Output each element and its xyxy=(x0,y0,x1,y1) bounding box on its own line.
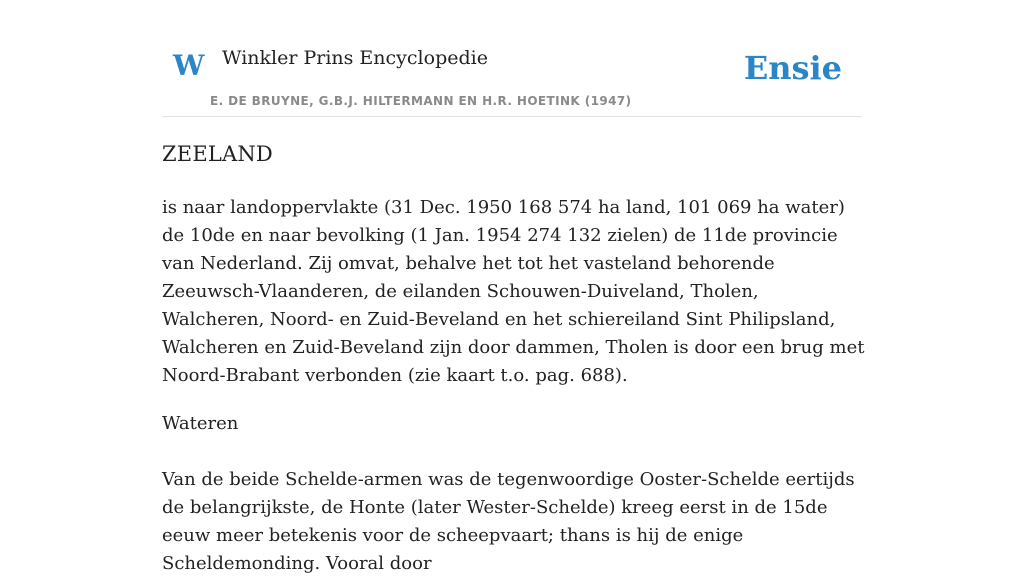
article-body xyxy=(162,138,866,578)
source-authors: E. DE BRUYNE, G.B.J. HILTERMANN EN H.R. HOETINK (1947) xyxy=(210,94,632,108)
source-title-link[interactable]: Winkler Prins Encyclopedie xyxy=(222,47,488,69)
section-heading: Wateren xyxy=(162,413,239,434)
source-header xyxy=(162,0,862,117)
winkler-prins-logo[interactable]: W xyxy=(173,49,205,82)
article-paragraph: is naar landoppervlakte (31 Dec. 1950 168 574 ha land, 101 069 ha water) de 10de en naar bevolking (1 Jan. 1954 274 132 zielen) de 11de provincie van Nederland. Zij omvat, behalve het tot het vasteland behorende Zeeuwsch-Vlaanderen, de eilanden Schouwen-Duiveland, Tholen, Walcheren, Noord- en Zuid-Beveland en het schiereiland Sint Philipsland, Walcheren en Zuid-Beveland zijn door dammen, Tholen is door een brug met Noord-Brabant verbonden (zie kaart t.o. pag. 688). xyxy=(162,197,865,386)
ensie-logo[interactable]: Ensie xyxy=(743,49,842,87)
section-paragraph: Van de beide Schelde-armen was de tegenwoordige Ooster-Schelde eertijds de belangrijkste, de Honte (later Wester-Schelde) kreeg eerst in de 15de eeuw meer betekenis voor de scheepvaart; thans is hij de enige Scheldemonding. Vooral door xyxy=(162,469,855,574)
article-title: ZEELAND xyxy=(162,142,273,166)
